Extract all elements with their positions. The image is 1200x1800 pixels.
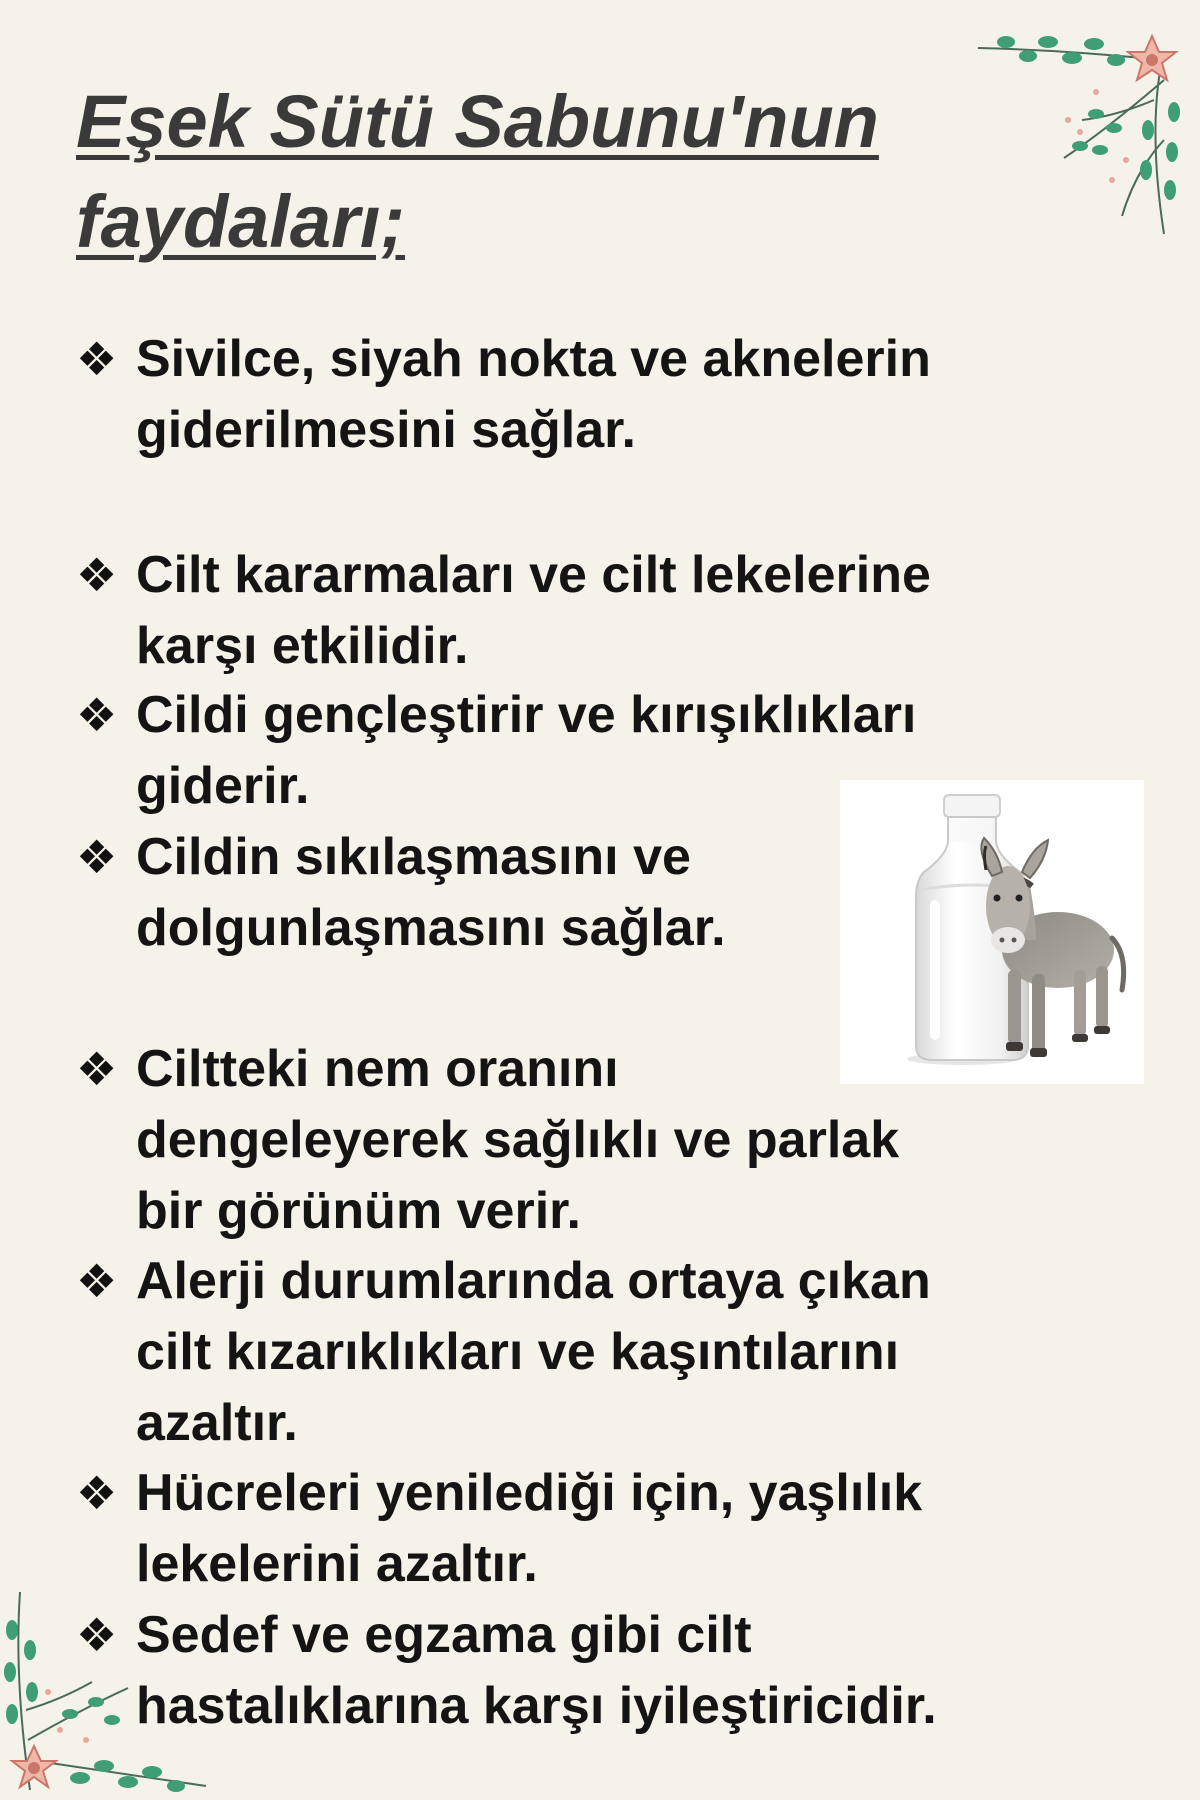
- list-item: [76, 1246, 931, 1459]
- donkey-milk-illustration: [840, 780, 1144, 1084]
- benefit-text: Cilt kararmaları ve cilt lekelerine karşı etkilidir.: [136, 546, 931, 675]
- list-item: [76, 540, 931, 682]
- benefit-text: Hücreleri yenilediği için, yaşlılık lekelerini azaltır.: [136, 1464, 923, 1593]
- bullet-icon: ❖: [76, 688, 118, 742]
- benefit-text: Ciltteki nem oranını dengeleyerek sağlıklı ve parlak bir görünüm verir.: [136, 1040, 900, 1240]
- bullet-icon: ❖: [76, 332, 118, 386]
- milk-bottle-and-donkey-icon: [840, 780, 1144, 1084]
- bullet-icon: ❖: [76, 1042, 118, 1096]
- floral-corner-decoration-icon: [976, 20, 1190, 244]
- bullet-icon: ❖: [76, 830, 118, 884]
- benefit-text: Alerji durumlarında ortaya çıkan cilt kızarıklıkları ve kaşıntılarını azaltır.: [136, 1252, 931, 1452]
- benefit-text: Cildin sıkılaşmasını ve dolgunlaşmasını sağlar.: [136, 828, 726, 957]
- benefit-text: Cildi gençleştirir ve kırışıklıkları giderir.: [136, 686, 917, 815]
- list-item: [76, 822, 726, 964]
- title-line-1: Eşek Sütü Sabunu'nun: [76, 80, 879, 163]
- bullet-icon: ❖: [76, 1466, 118, 1520]
- list-item: [76, 324, 931, 466]
- benefit-text: Sedef ve egzama gibi cilt hastalıklarına karşı iyileştiricidir.: [136, 1606, 937, 1735]
- list-item: [76, 1034, 899, 1247]
- bullet-icon: ❖: [76, 1608, 118, 1662]
- list-item: [76, 680, 916, 822]
- list-item: [76, 1458, 922, 1600]
- bullet-icon: ❖: [76, 1254, 118, 1308]
- title-line-2: faydaları;: [76, 180, 406, 263]
- bullet-icon: ❖: [76, 548, 118, 602]
- benefit-text: Sivilce, siyah nokta ve aknelerin giderilmesini sağlar.: [136, 330, 931, 459]
- page-title: [76, 72, 976, 272]
- floral-corner-decoration-icon: [0, 1590, 220, 1800]
